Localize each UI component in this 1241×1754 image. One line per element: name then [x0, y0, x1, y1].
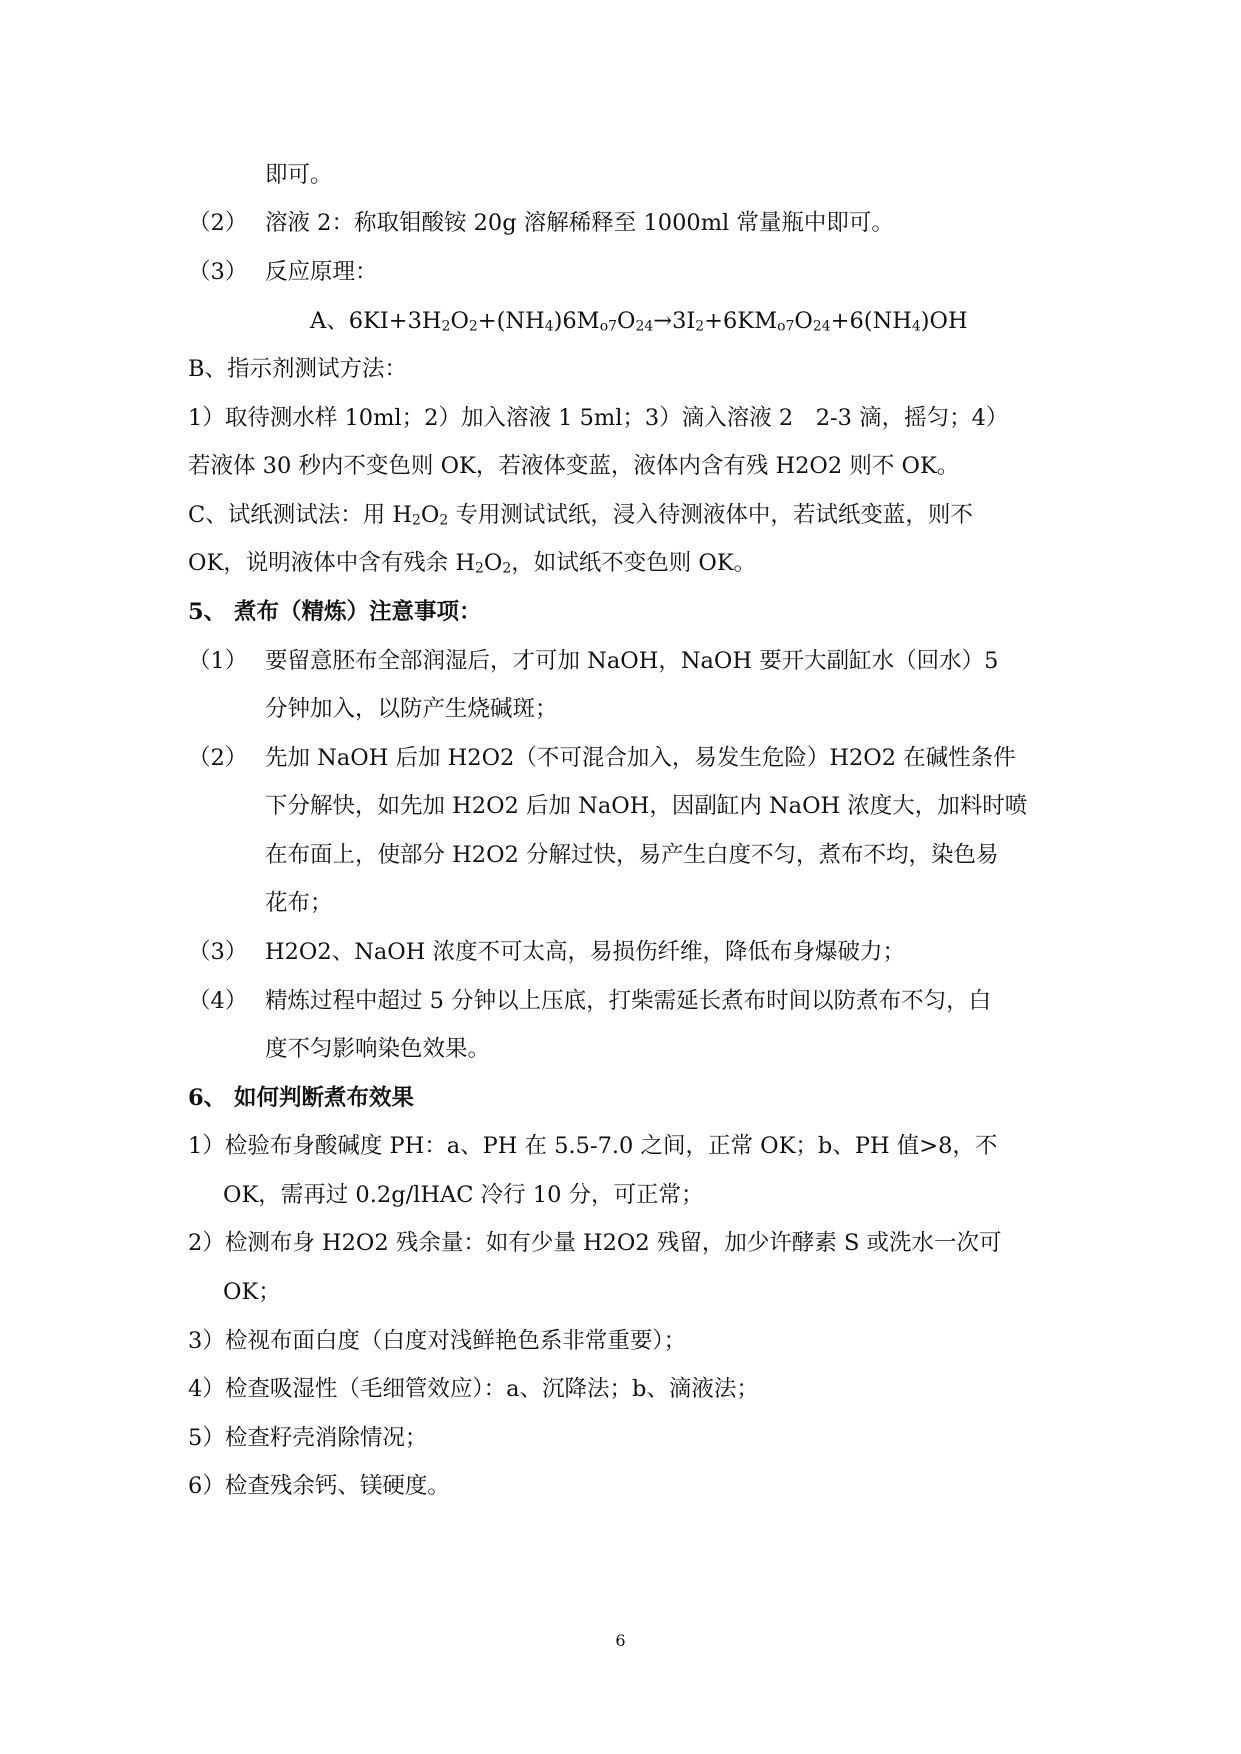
list-item-line: 花布； [265, 890, 333, 916]
list-item-line: 4）检查吸湿性（毛细管效应）：a、沉降法；b、滴液法； [188, 1376, 759, 1402]
list-item-line: 5）检查籽壳消除情况； [188, 1425, 428, 1451]
intro-tail: 即可。 [265, 162, 333, 188]
list-item-line: 6）检查残余钙、镁硬度。 [188, 1473, 450, 1499]
indicator-result: 若液体 30 秒内不变色则 OK，若液体变蓝，液体内含有残 H2O2 则不 OK。 [188, 453, 960, 479]
item-number: （3） [188, 259, 248, 285]
paper-test-line-2: OK，说明液体中含有残余 $H_2O_2$，如试纸不变色则 OK。 [188, 550, 757, 577]
list-item-line: 先加 NaOH 后加 H2O2（不可混合加入，易发生危险）H2O2 在碱性条件 [265, 745, 1016, 771]
list-item-line: H2O2、NaOH 浓度不可太高，易损伤纤维，降低布身爆破力； [265, 939, 906, 965]
section-5-heading: 5、 煮布（精炼）注意事项： [188, 599, 482, 625]
list-item-line: 在布面上，使部分 H2O2 分解过快，易产生白度不匀，煮布不均，染色易 [265, 842, 999, 868]
reaction-equation: A、$6KI+3H_2O_2+(NH_4)6M_{o7}O_{24}\to 3I_2+6KM_{o7}O_{24}+6(NH_4)OH$ [310, 308, 968, 335]
indicator-title: B、指示剂测试方法： [188, 356, 408, 382]
paper-test-line-1: C、试纸测试法：用 $H_2O_2$ 专用测试试纸，浸入待测液体中，若试纸变蓝，则不 [188, 502, 973, 529]
arrow-glyph: → [653, 308, 673, 334]
solution2-text: 溶液 2：称取钼酸铵 20g 溶解稀释至 1000ml 常量瓶中即可。 [265, 210, 894, 236]
list-item-line: 度不匀影响染色效果。 [265, 1036, 491, 1062]
page-number: 6 [615, 1631, 626, 1650]
list-item-line: 精炼过程中超过 5 分钟以上压底，打柴需延长煮布时间以防煮布不匀，白 [265, 988, 992, 1014]
list-item-line: 3）检视布面白度（白度对浅鲜艳色系非常重要）； [188, 1328, 687, 1354]
list-item-line: 分钟加入，以防产生烧碱斑； [265, 696, 558, 722]
indicator-steps: 1）取待测水样 10ml；2）加入溶液 1 5ml；3）滴入溶液 2 2-3 滴，摇匀；4） [188, 405, 1009, 431]
list-item-line: 2）检测布身 H2O2 残余量：如有少量 H2O2 残留，加少许酵素 S 或洗水一次可 [188, 1230, 1002, 1256]
item-number: （1） [188, 648, 248, 674]
section-6-heading: 6、 如何判断煮布效果 [188, 1085, 414, 1111]
item-number: （2） [188, 745, 248, 771]
list-item-line: 要留意胚布全部润湿后，才可加 NaOH，NaOH 要开大副缸水（回水）5 [265, 648, 999, 674]
list-item-line: 1）检验布身酸碱度 PH：a、PH 在 5.5-7.0 之间，正常 OK；b、PH 值>8，不 [188, 1133, 998, 1159]
item-number: （4） [188, 988, 248, 1014]
item-number: （3） [188, 939, 248, 965]
item-number: （2） [188, 210, 248, 236]
list-item-line: OK； [223, 1279, 281, 1305]
list-item-line: OK，需再过 0.2g/lHAC 冷行 10 分，可正常； [223, 1182, 704, 1208]
reaction-label: 反应原理： [265, 259, 378, 285]
list-item-line: 下分解快，如先加 H2O2 后加 NaOH，因副缸内 NaOH 浓度大，加料时喷 [265, 793, 1028, 819]
